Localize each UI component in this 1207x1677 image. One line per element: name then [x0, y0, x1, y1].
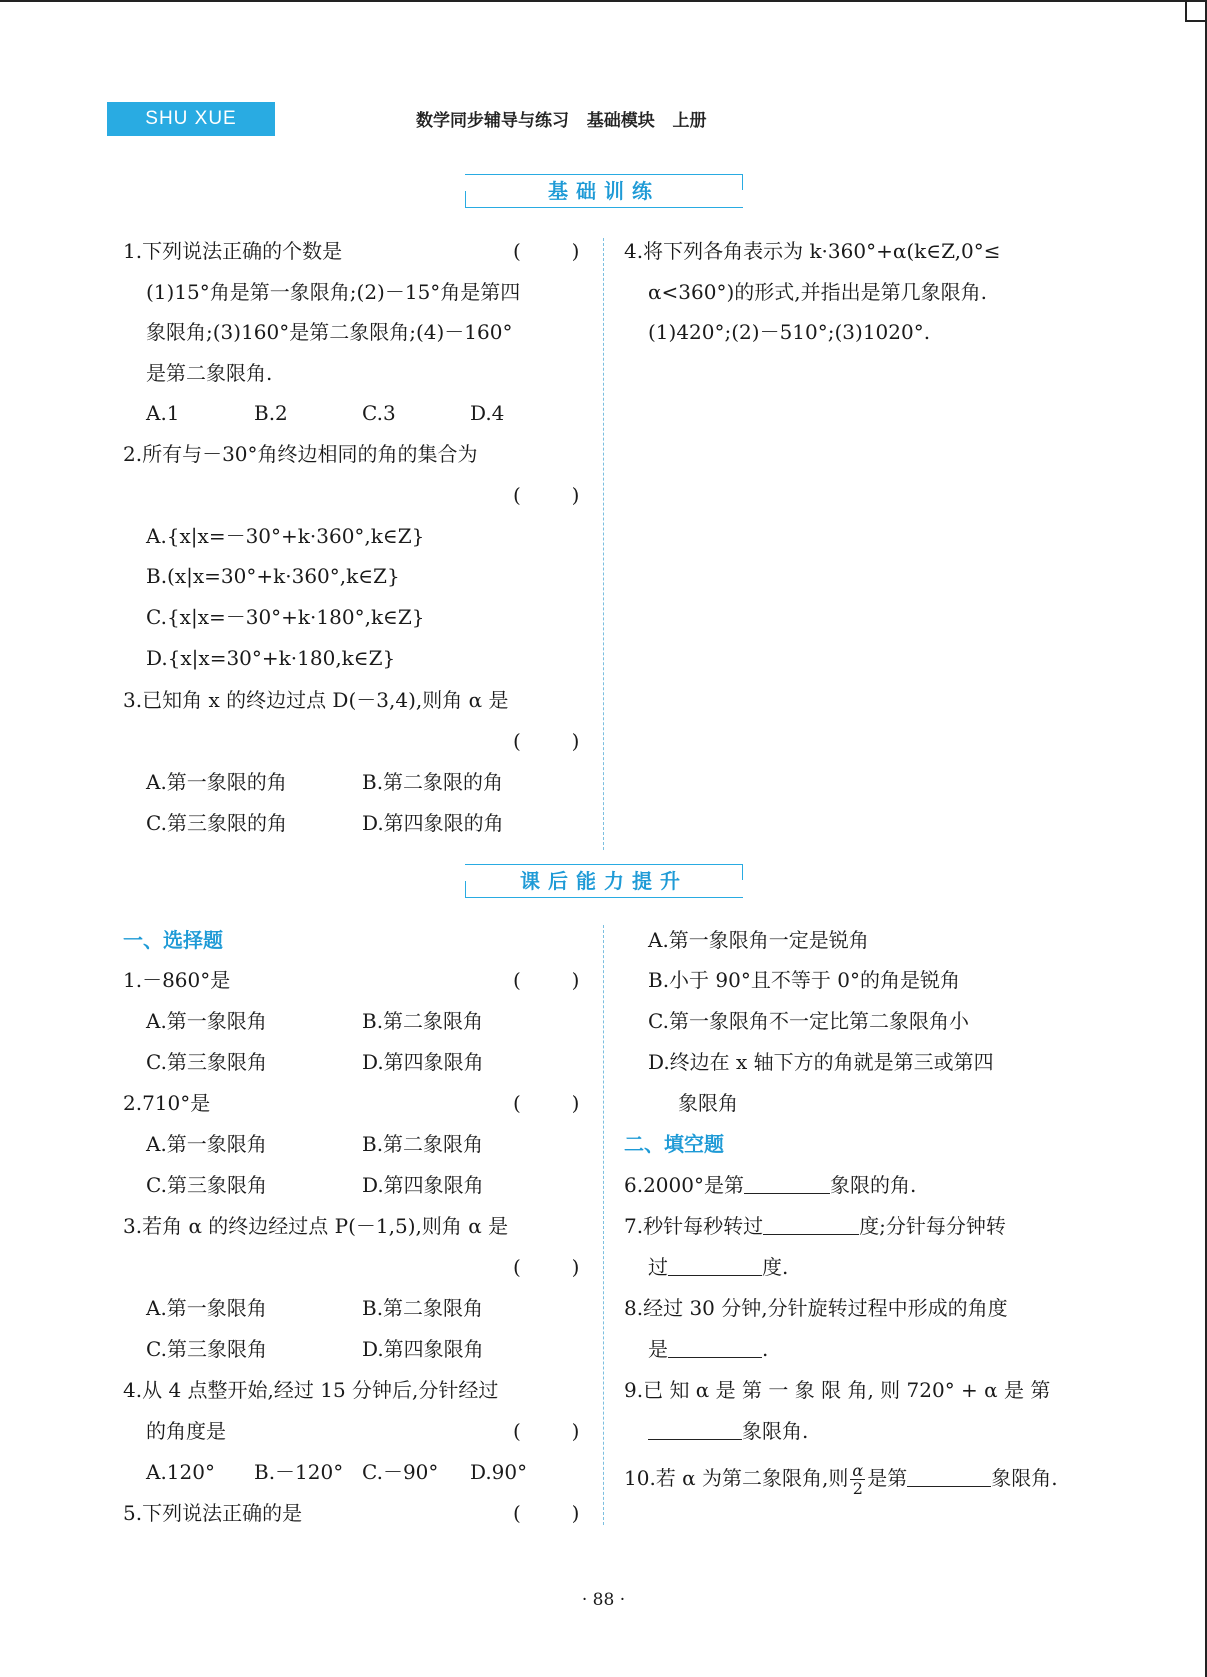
s2-q2-option-a: A.第一象限角: [146, 1132, 267, 1156]
s2-q3-option-d: D.第四象限角: [362, 1337, 484, 1361]
s1-q4-line-1: 4.将下列各角表示为 k·360°+α(k∈Z,0°≤: [624, 239, 1001, 263]
s1-q2-stem: 2.所有与－30°角终边相同的角的集合为: [123, 442, 478, 466]
s2-q7-text-a: 7.秒针每秒转过: [624, 1214, 764, 1238]
section-title-after-class: 课后能力提升: [465, 864, 743, 898]
s2-q7-text-b: 度;分针每分钟转: [859, 1214, 1006, 1238]
s2-q4-option-b: B.－120°: [254, 1460, 344, 1484]
s1-q3-stem: 3.已知角 x 的终边过点 D(－3,4),则角 α 是: [123, 688, 509, 712]
s1-q1-line-3: 是第二象限角.: [146, 361, 273, 385]
s2-q4-option-a: A.120°: [146, 1460, 215, 1484]
s1-q2-option-c: C.{x|x=－30°+k·180°,k∈Z}: [146, 605, 425, 629]
s2-q3-answer-paren: ( ): [513, 1255, 580, 1279]
alpha-over-2-fraction: [850, 1462, 865, 1497]
s2-q6: [624, 1172, 916, 1198]
s2-q4-option-c: C.－90°: [362, 1460, 439, 1484]
s2-q1-option-a: A.第一象限角: [146, 1009, 267, 1033]
s2-q7-text-d: 度.: [762, 1255, 789, 1279]
s2-q6-text-b: 象限的角.: [829, 1173, 917, 1197]
s2-q8-text-b: 是: [648, 1337, 668, 1361]
page-number: · 88 ·: [581, 1590, 626, 1610]
s2-q7-blank-2[interactable]: [668, 1255, 762, 1276]
s1-q1-option-d: D.4: [470, 401, 505, 425]
choice-section-heading: 一、选择题: [123, 928, 223, 952]
s2-q9-line-1: 9.已 知 α 是 第 一 象 限 角, 则 720° + α 是 第: [624, 1378, 1051, 1402]
s2-q6-blank[interactable]: [744, 1173, 830, 1194]
s2-q7-line-1: [624, 1213, 1006, 1239]
s2-q4-stem: 4.从 4 点整开始,经过 15 分钟后,分针经过: [123, 1378, 499, 1402]
s2-q7-blank-1[interactable]: [763, 1214, 859, 1235]
s2-q1-option-b: B.第二象限角: [362, 1009, 484, 1033]
s2-q2-option-b: B.第二象限角: [362, 1132, 484, 1156]
book-title: 数学同步辅导与练习 基础模块 上册: [416, 111, 707, 131]
s2-q9-text-b: 象限角.: [742, 1419, 809, 1443]
s1-q4-line-3: (1)420°;(2)－510°;(3)1020°.: [648, 320, 931, 344]
s2-q5-option-c: C.第一象限角不一定比第二象限角小: [648, 1009, 969, 1033]
s2-q10-text-c: 象限角.: [991, 1466, 1058, 1490]
s1-q1-stem: 1.下列说法正确的个数是: [123, 239, 343, 263]
s2-q4-answer-paren: ( ): [513, 1419, 580, 1443]
column-divider-1: [603, 238, 604, 850]
s2-q7-text-c: 过: [648, 1255, 668, 1279]
s1-q1-line-1: (1)15°角是第一象限角;(2)－15°角是第四: [146, 280, 521, 304]
column-divider-2: [603, 925, 604, 1525]
s2-q2-option-c: C.第三象限角: [146, 1173, 267, 1197]
s1-q1-option-a: A.1: [146, 401, 180, 425]
s1-q4-line-2: α<360°)的形式,并指出是第几象限角.: [648, 280, 987, 304]
page-border-top: [0, 0, 1207, 2]
s2-q4-stem-cont: 的角度是: [146, 1419, 226, 1443]
s1-q1-answer-paren: ( ): [513, 239, 580, 263]
s1-q3-option-a: A.第一象限的角: [146, 770, 287, 794]
s2-q10: [624, 1462, 1058, 1497]
s2-q5-option-d-cont: 象限角: [678, 1091, 738, 1115]
s2-q10-blank[interactable]: [907, 1466, 991, 1487]
s1-q2-option-a: A.{x|x=－30°+k·360°,k∈Z}: [146, 524, 425, 548]
s2-q9-line-2: [648, 1418, 808, 1444]
s2-q3-option-c: C.第三象限角: [146, 1337, 267, 1361]
fraction-numerator: α: [852, 1461, 864, 1480]
s1-q3-option-c: C.第三象限的角: [146, 811, 287, 835]
s2-q8-text-c: .: [762, 1337, 769, 1361]
section-title-basic-training: 基础训练: [465, 174, 743, 208]
s1-q2-option-b: B.(x|x=30°+k·360°,k∈Z}: [146, 564, 400, 588]
s2-q5-option-d: D.终边在 x 轴下方的角就是第三或第四: [648, 1050, 994, 1074]
s2-q5-option-b: B.小于 90°且不等于 0°的角是锐角: [648, 968, 960, 992]
s2-q10-text-a: 10.若 α 为第二象限角,则: [624, 1466, 849, 1490]
s2-q8-line-1: 8.经过 30 分钟,分针旋转过程中形成的角度: [624, 1296, 1008, 1320]
s2-q9-blank[interactable]: [648, 1419, 742, 1440]
s2-q1-option-c: C.第三象限角: [146, 1050, 267, 1074]
s2-q6-text-a: 6.2000°是第: [624, 1173, 744, 1197]
s2-q8-line-2: [648, 1336, 768, 1362]
s2-q5-option-a: A.第一象限角一定是锐角: [648, 928, 869, 952]
s2-q3-stem: 3.若角 α 的终边经过点 P(－1,5),则角 α 是: [123, 1214, 509, 1238]
s2-q1-option-d: D.第四象限角: [362, 1050, 484, 1074]
s1-q2-answer-paren: ( ): [513, 483, 580, 507]
s2-q5-answer-paren: ( ): [513, 1501, 580, 1525]
s2-q3-option-a: A.第一象限角: [146, 1296, 267, 1320]
s1-q3-option-b: B.第二象限的角: [362, 770, 504, 794]
s2-q3-option-b: B.第二象限角: [362, 1296, 484, 1320]
s2-q4-option-d: D.90°: [470, 1460, 528, 1484]
s2-q7-line-2: [648, 1254, 788, 1280]
s2-q5-stem: 5.下列说法正确的是: [123, 1501, 303, 1525]
s1-q3-option-d: D.第四象限的角: [362, 811, 504, 835]
fraction-denominator: 2: [852, 1479, 863, 1498]
subject-badge: SHU XUE: [107, 102, 275, 136]
s1-q1-option-b: B.2: [254, 401, 288, 425]
s2-q1-answer-paren: ( ): [513, 968, 580, 992]
s2-q2-answer-paren: ( ): [513, 1091, 580, 1115]
page-corner-mark: [1185, 0, 1207, 22]
s1-q1-option-c: C.3: [362, 401, 396, 425]
s2-q2-stem: 2.710°是: [123, 1091, 211, 1115]
fill-section-heading: 二、填空题: [624, 1132, 724, 1156]
s2-q2-option-d: D.第四象限角: [362, 1173, 484, 1197]
s2-q8-blank[interactable]: [668, 1337, 762, 1358]
s2-q10-text-b: 是第: [867, 1466, 908, 1490]
s2-q1-stem: 1.－860°是: [123, 968, 231, 992]
s1-q1-line-2: 象限角;(3)160°是第二象限角;(4)－160°: [146, 320, 513, 344]
s1-q3-answer-paren: ( ): [513, 729, 580, 753]
s1-q2-option-d: D.{x|x=30°+k·180,k∈Z}: [146, 646, 396, 670]
